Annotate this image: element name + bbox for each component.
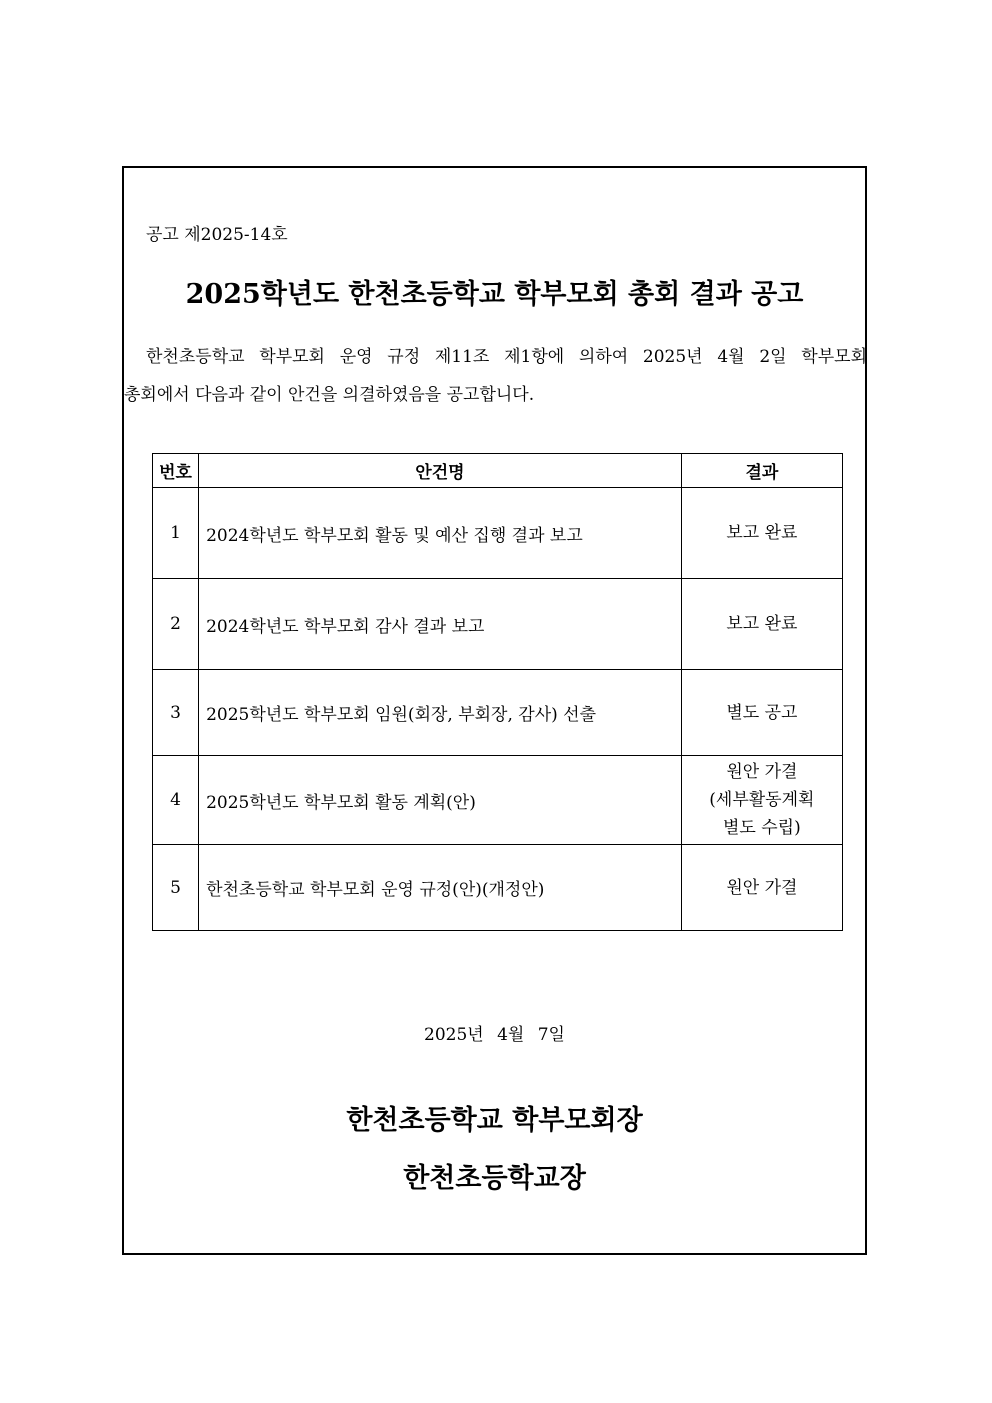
signature-parent-association: 한천초등학교 학부모회장 xyxy=(346,1105,643,1136)
signature-principal: 한천초등학교장 xyxy=(403,1163,586,1194)
agenda-table xyxy=(152,453,843,931)
row-result-line: 원안 가결 xyxy=(726,762,798,782)
row-name: 한천초등학교 학부모회 운영 규정(안)(개정안) xyxy=(199,845,682,931)
row-result-line: 별도 수립) xyxy=(723,818,801,838)
row-result-line: 보고 완료 xyxy=(726,614,798,634)
row-result xyxy=(681,488,842,579)
row-result xyxy=(681,756,842,845)
row-no: 5 xyxy=(153,845,199,931)
notice-number: 공고 제2025-14호 xyxy=(146,225,288,245)
table-row xyxy=(153,488,843,579)
row-result xyxy=(681,670,842,756)
table-row xyxy=(153,579,843,670)
table-header-row xyxy=(153,454,843,488)
table-row xyxy=(153,756,843,845)
row-result-line: 별도 공고 xyxy=(726,702,798,723)
row-result xyxy=(681,579,842,670)
row-name: 2025학년도 학부모회 활동 계획(안) xyxy=(199,756,682,845)
header-name: 안건명 xyxy=(199,454,682,488)
row-name: 2025학년도 학부모회 임원(회장, 부회장, 감사) 선출 xyxy=(199,670,682,756)
row-no: 2 xyxy=(153,579,199,670)
body-paragraph xyxy=(124,338,867,414)
header-result: 결과 xyxy=(681,454,842,488)
announcement-date: 2025년 4월 7일 xyxy=(424,1025,565,1045)
row-result-line: (세부활동계획 xyxy=(709,790,815,810)
row-result xyxy=(681,845,842,931)
row-name: 2024학년도 학부모회 활동 및 예산 집행 결과 보고 xyxy=(199,488,682,579)
row-no: 4 xyxy=(153,756,199,845)
header-no: 번호 xyxy=(153,454,199,488)
row-no: 1 xyxy=(153,488,199,579)
document-title: 2025학년도 한천초등학교 학부모회 총회 결과 공고 xyxy=(185,279,804,310)
table-row xyxy=(153,845,843,931)
body-line-2: 총회에서 다음과 같이 안건을 의결하였음을 공고합니다. xyxy=(124,385,535,405)
row-no: 3 xyxy=(153,670,199,756)
row-result-line: 보고 완료 xyxy=(726,523,798,543)
row-result-line: 원안 가결 xyxy=(726,877,798,898)
body-line-1: 한천초등학교 학부모회 운영 규정 제11조 제1항에 의하여 2025년 4월 2일 학부모회 xyxy=(146,347,867,367)
row-name: 2024학년도 학부모회 감사 결과 보고 xyxy=(199,579,682,670)
document-frame xyxy=(122,166,867,1255)
table-row xyxy=(153,670,843,756)
